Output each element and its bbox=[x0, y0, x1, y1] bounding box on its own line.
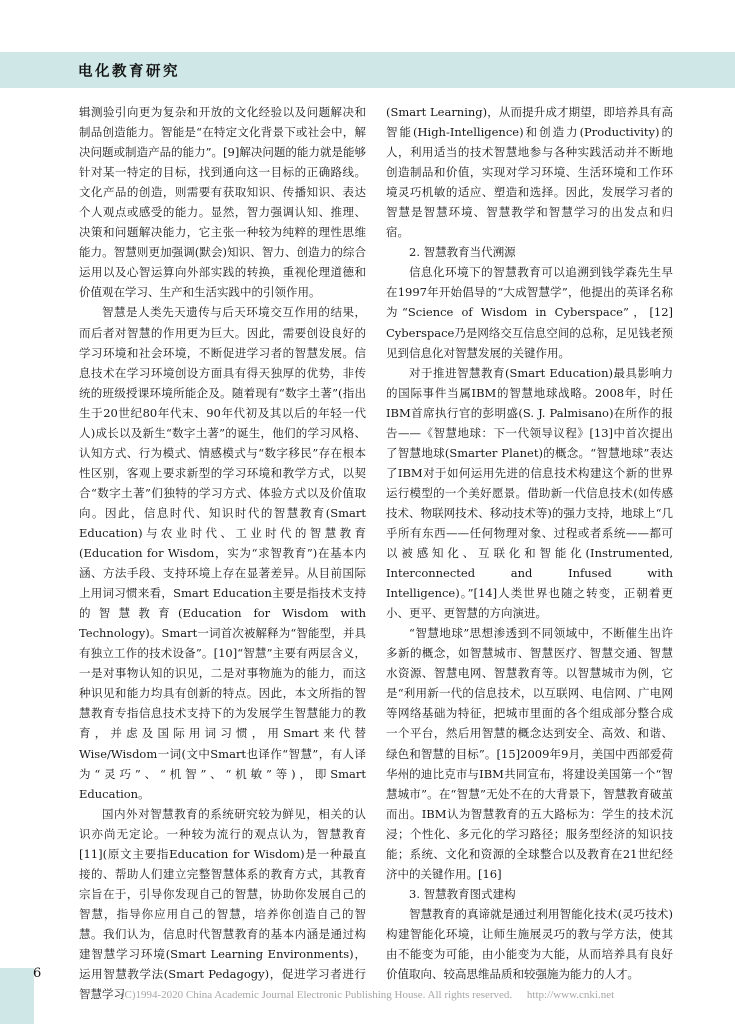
paragraph: (Smart Learning)，从而提升成才期望，即培养具有高智能(High-Intelligence)和创造力(Productivity)的人，利用适当的技术智慧地参与各种实践活动并不断地创造制品和价值，实现对学习环境、生活环境和工作环境灵巧机敏的适应、塑造和选择。因此，发展学习者的智慧是智慧环境、智慧教学和智慧学习的出发点和归宿。 bbox=[386, 105, 673, 240]
page-number: 6 bbox=[33, 966, 42, 981]
journal-title: 电化教育研究 bbox=[78, 64, 180, 80]
paragraph: 辑测验引向更为复杂和开放的文化经验以及问题解决和制品创造能力。智能是“在特定文化背景下或社会中，解决问题或制造产品的能力”。[9]解决问题的能力就是能够针对某一特定的目标，找到通向这一目标的正确路线。文化产品的创造，则需要有获取知识、传播知识、表达个人观点或感受的能力。显然，智力强调认知、推理、决策和问题解决能力，它主张一种较为纯粹的理性思维能力。智慧则更加强调(默会)知识、智力、创造力的综合运用以及心智运算向外部实践的转换，重视伦理道德和价值观在学习、生产和生活实践中的引领作用。 bbox=[79, 105, 366, 300]
copyright-notice: (C)1994-2020 China Academic Journal Electronic Publishing House. All rights reserved. bbox=[120, 989, 513, 1001]
paragraph: 智慧教育的真谛就是通过利用智能化技术(灵巧技术)构建智能化环境，让师生施展灵巧的教与学方法，使其由不能变为可能，由小能变为大能，从而培养具有良好价值取向、较高思维品质和较强施为能力的人才。 bbox=[386, 906, 673, 982]
section-heading: 2. 智慧教育当代溯源 bbox=[409, 245, 516, 260]
paragraph: 国内外对智慧教育的系统研究较为鲜见，相关的认识亦尚无定论。一种较为流行的观点认为，智慧教育[11](原文主要指Education for Wisdom)是一种最直接的、帮助人们建立完整智慧体系的教育方式，其教育宗旨在于，引导你发现自己的智慧，协助你发展自己的智慧，指导你应用自己的智慧，培养你创造自己的智慧。我们认为，信息时代智慧教育的基本内涵是通过构建智慧学习环境(Smart Learning Environments)，运用智慧教学法(Smart Pedagogy)，促进学习者进行智慧学习 bbox=[79, 806, 366, 1002]
right-column bbox=[386, 102, 673, 984]
paragraph: 对于推进智慧教育(Smart Education)最具影响力的国际事件当属IBM的智慧地球战略。2008年，时任IBM首席执行官的彭明盛(S. J. Palmisano)在所作的报告——《智慧地球：下一代领导议程》[13]中首次提出了智慧地球(Smarter Planet)的概念。“智慧地球”表达了IBM对于如何运用先进的信息技术构建这个新的世界运行模型的一个美好愿景。借助新一代信息技术(如传感技术、物联网技术、移动技术等)的强力支持，地球上“几乎所有东西——任何物理对象、过程或者系统——都可以被感知化、互联化和智能化(Instrumented, Interconnected and Infused with Intelligence)。”[14]人类世界也随之转变，正朝着更小、更平、更智慧的方向演进。 bbox=[386, 365, 673, 621]
paragraph: 智慧是人类先天遗传与后天环境交互作用的结果，而后者对智慧的作用更为巨大。因此，需要创设良好的学习环境和社会环境，不断促进学习者的智慧发展。信息技术在学习环境创设方面具有得天独厚的优势，非传统的班级授课环境所能企及。随着现有“数字土著”(指出生于20世纪80年代末、90年代初及其以后的年轻一代人)成长以及新生“数字土著”的诞生，他们的学习风格、认知方式、行为模式、情感模式与“数字移民”存在根本性区别，客观上要求新型的学习环境和教学方式，以契合“数字土著”们独特的学习方式、体验方式以及价值取向。因此，信息时代、知识时代的智慧教育(Smart Education)与农业时代、工业时代的智慧教育(Education for Wisdom，实为“求智教育”)在基本内涵、方法手段、支持环境上存在显著差异。从目前国际上用词习惯来看，Smart Education主要是指技术支持的智慧教育(Education for Wisdom with Technology)。Smart一词首次被解释为“智能型，并具有独立工作的技术设备”。[10]“智慧”主要有两层含义，一是对事物认知的识见，二是对事物施为的能力，而这种识见和能力均具有创新的特点。因此，本文所指的智慧教育专指信息技术支持下的为发展学生智慧能力的教育，并虑及国际用词习惯，用Smart来代替Wise/Wisdom一词(文中Smart也译作“智慧”，有人译为“灵巧”、“机智”、“机敏”等)，即Smart Education。 bbox=[79, 305, 366, 801]
section-heading: 3. 智慧教育图式建构 bbox=[409, 886, 516, 901]
footer-url[interactable]: http://www.cnki.net bbox=[526, 989, 615, 1001]
paragraph: 信息化环境下的智慧教育可以追溯到钱学森先生早在1997年开始倡导的“大成智慧学”，他提出的英译名称为“Science of Wisdom in Cyberspace”，[12] Cyberspace乃是网络交互信息空间的总称，足见钱老预见到信息化对智慧发展的关键作用。 bbox=[386, 265, 673, 360]
paragraph: “智慧地球”思想渗透到不同领域中，不断催生出许多新的概念，如智慧城市、智慧医疗、智慧交通、智慧水资源、智慧电网、智慧教育等。以智慧城市为例，它是“利用新一代的信息技术，以互联网、电信网、广电网等网络基础为特征，把城市里面的各个组成部分整合成一个平台，然后用智慧的概念达到安全、高效、和谐、绿色和智慧的目标”。[15]2009年9月，美国中西部爱荷华州的迪比克市与IBM共同宣布，将建设美国第一个“智慧城市”。在“智慧”无处不在的大背景下，智慧教育破茧而出。IBM认为智慧教育的五大路标为：学生的技术沉浸；个性化、多元化的学习路径；服务型经济的知识技能；系统、文化和资源的全球整合以及教育在21世纪经济中的关键作用。[16] bbox=[386, 626, 673, 881]
footer bbox=[0, 989, 735, 1001]
left-column bbox=[79, 102, 366, 1004]
